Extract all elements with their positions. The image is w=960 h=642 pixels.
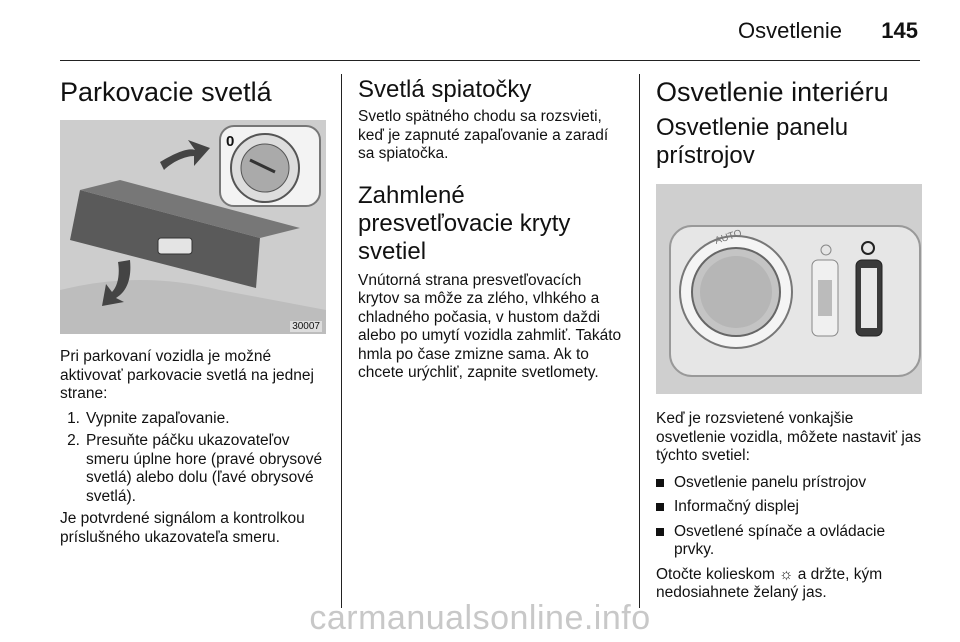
panel-lighting-closing: Otočte kolieskom ☼ a držte, kým nedosiahnete želaný jas.: [656, 565, 883, 601]
heading-interior-lighting: Osvetlenie interiéru: [656, 77, 889, 107]
light-switch-illustration: [656, 184, 922, 394]
heading-fogged-covers: Zahmlené presvetľovacie kryty svetiel: [358, 181, 571, 265]
heading-panel-lighting: Osvetlenie panelu prístrojov: [656, 114, 849, 169]
bullet-square-icon: [656, 523, 674, 560]
reversing-text: Svetlo spätného chodu sa rozsvieti, keď je zapnuté zapaľovanie a zaradí sa spiatočka.: [358, 108, 609, 162]
parking-steps: [60, 410, 326, 507]
list-item: Osvetlenie panelu prístrojov: [656, 474, 922, 493]
turn-signal-lever-illustration: [60, 120, 326, 334]
parking-intro: Pri parkovaní vozidla je možné aktivovať parkovacie svetlá na jednej strane:: [60, 348, 314, 402]
header-divider: [60, 60, 920, 61]
heading-reversing-lights: Svetlá spiatočky: [358, 76, 532, 103]
auto-label: AUTO: [713, 227, 744, 247]
figure-turn-signal-lever: [60, 120, 326, 334]
column-divider-1: [341, 74, 342, 608]
page-header: [0, 0, 960, 60]
panel-lighting-list: [656, 474, 922, 560]
bullet-square-icon: [656, 498, 674, 517]
step-item: 2. Presuňte páčku ukazovateľov smeru úplne hore (pravé obrysové svetlá) alebo dolu (ľavé obrysové svetlá).: [67, 432, 323, 505]
parking-note: Je potvrdené signálom a kontrolkou príslušného ukazovateľa smeru.: [60, 510, 305, 546]
fogged-covers-text: Vnútorná strana presvetľovacích krytov sa môže za zlého, vlhkého a chladného počasia, v hustom daždi alebo po umytí vozidla zahmliť. Takáto hmla po čase zmizne sama. Ak to chcete urýchliť, zapnite svetlomety.: [358, 271, 622, 381]
column-divider-2: [639, 74, 640, 608]
figure-id: 30007: [292, 321, 320, 332]
step-item: 1. Vypnite zapaľovanie.: [67, 409, 230, 427]
list-item: Osvetlené spínače a ovládacie prvky.: [656, 523, 922, 560]
column-interior-lighting: [656, 74, 922, 603]
column-parking-lights: [60, 74, 326, 547]
column-reversing-lights: [358, 74, 624, 383]
page-number: 145: [881, 18, 918, 43]
ignition-position-label: 0: [226, 133, 235, 150]
panel-lighting-intro: Keď je rozsvietené vonkajšie osvetlenie vozidla, môžete nastaviť jas týchto svetiel:: [656, 410, 922, 464]
bullet-square-icon: [656, 474, 674, 493]
heading-parking-lights: Parkovacie svetlá: [60, 77, 272, 107]
watermark: carmanualsonline.info: [309, 599, 651, 637]
section-title: Osvetlenie: [738, 18, 842, 43]
list-item: Informačný displej: [656, 498, 922, 517]
figure-light-switch: [656, 184, 922, 394]
